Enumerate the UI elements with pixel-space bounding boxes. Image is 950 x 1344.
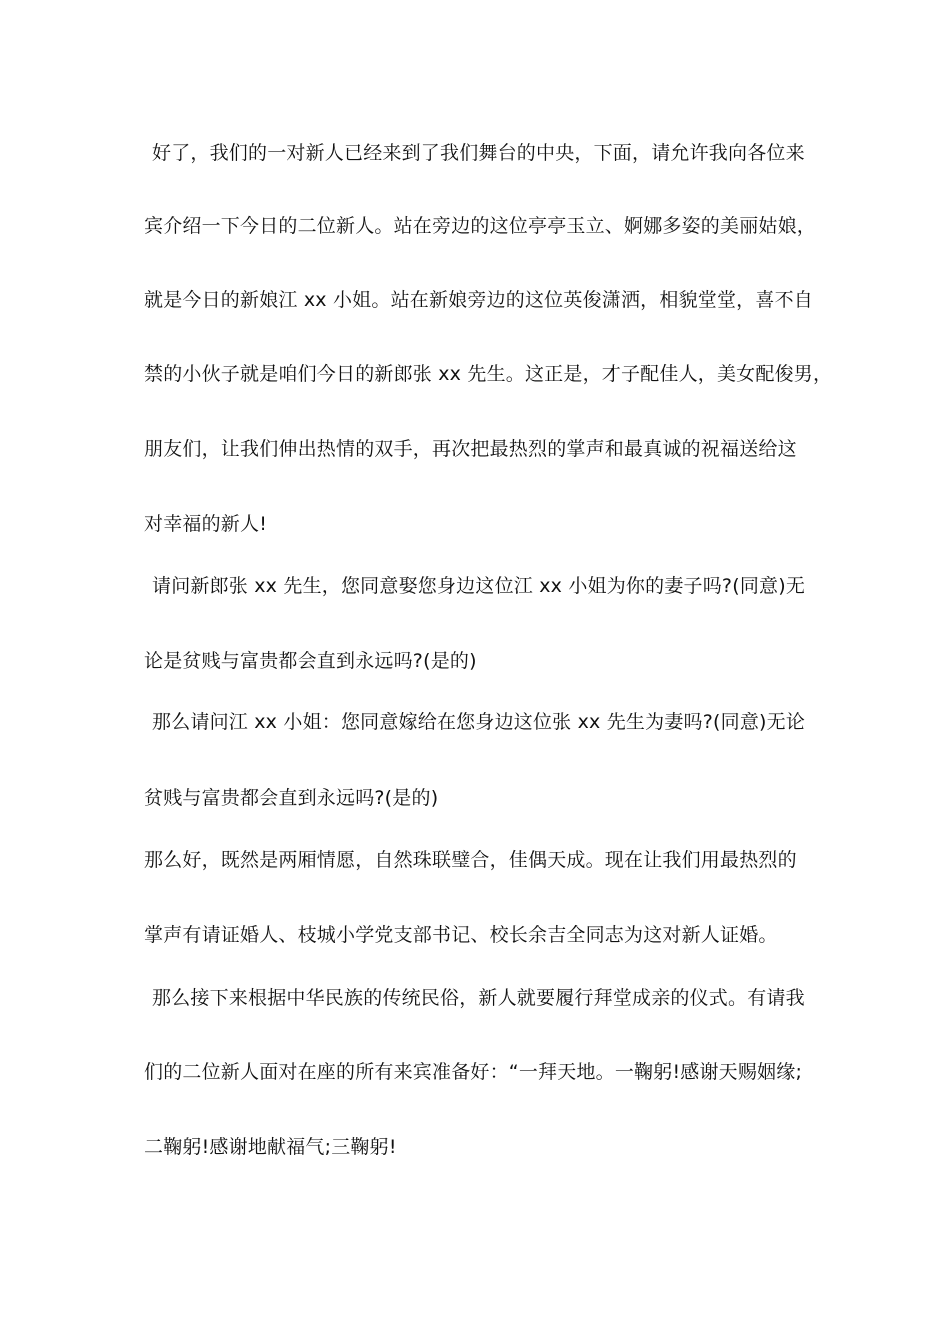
paragraph-line-12: 掌声有请证婚人、枝城小学党支部书记、校长余吉全同志为这对新人证婚。 xyxy=(144,924,778,946)
paragraph-line-2: 宾介绍一下今日的二位新人。站在旁边的这位亭亭玉立、婀娜多姿的美丽姑娘， xyxy=(144,215,817,237)
paragraph-line-3: 就是今日的新娘江 xx 小姐。站在新娘旁边的这位英俊潇洒，相貌堂堂，喜不自 xyxy=(144,289,813,311)
paragraph-line-6: 对幸福的新人! xyxy=(144,513,268,535)
paragraph-line-8: 论是贫贱与富贵都会直到永远吗?(是的) xyxy=(144,650,477,672)
paragraph-line-13: 那么接下来根据中华民族的传统民俗，新人就要履行拜堂成亲的仪式。有请我 xyxy=(152,987,805,1009)
paragraph-line-10: 贫贱与富贵都会直到永远吗?(是的) xyxy=(144,787,439,809)
paragraph-line-14: 们的二位新人面对在座的所有来宾准备好：“一拜天地。一鞠躬!感谢天赐姻缘; xyxy=(144,1061,803,1083)
paragraph-line-15: 二鞠躬!感谢地献福气;三鞠躬! xyxy=(144,1136,397,1158)
paragraph-line-5: 朋友们，让我们伸出热情的双手，再次把最热烈的掌声和最真诚的祝福送给这 xyxy=(144,438,797,460)
paragraph-line-4: 禁的小伙子就是咱们今日的新郎张 xx 先生。这正是，才子配佳人，美女配俊男， xyxy=(144,363,833,385)
paragraph-line-9: 那么请问江 xx 小姐：您同意嫁给在您身边这位张 xx 先生为妻吗?(同意)无论 xyxy=(152,711,806,733)
paragraph-line-1: 好了，我们的一对新人已经来到了我们舞台的中央，下面，请允许我向各位来 xyxy=(152,142,805,164)
paragraph-line-11: 那么好，既然是两厢情愿，自然珠联璧合，佳偶天成。现在让我们用最热烈的 xyxy=(144,849,797,871)
paragraph-line-7: 请问新郎张 xx 先生，您同意娶您身边这位江 xx 小姐为你的妻子吗?(同意)无 xyxy=(152,575,806,597)
